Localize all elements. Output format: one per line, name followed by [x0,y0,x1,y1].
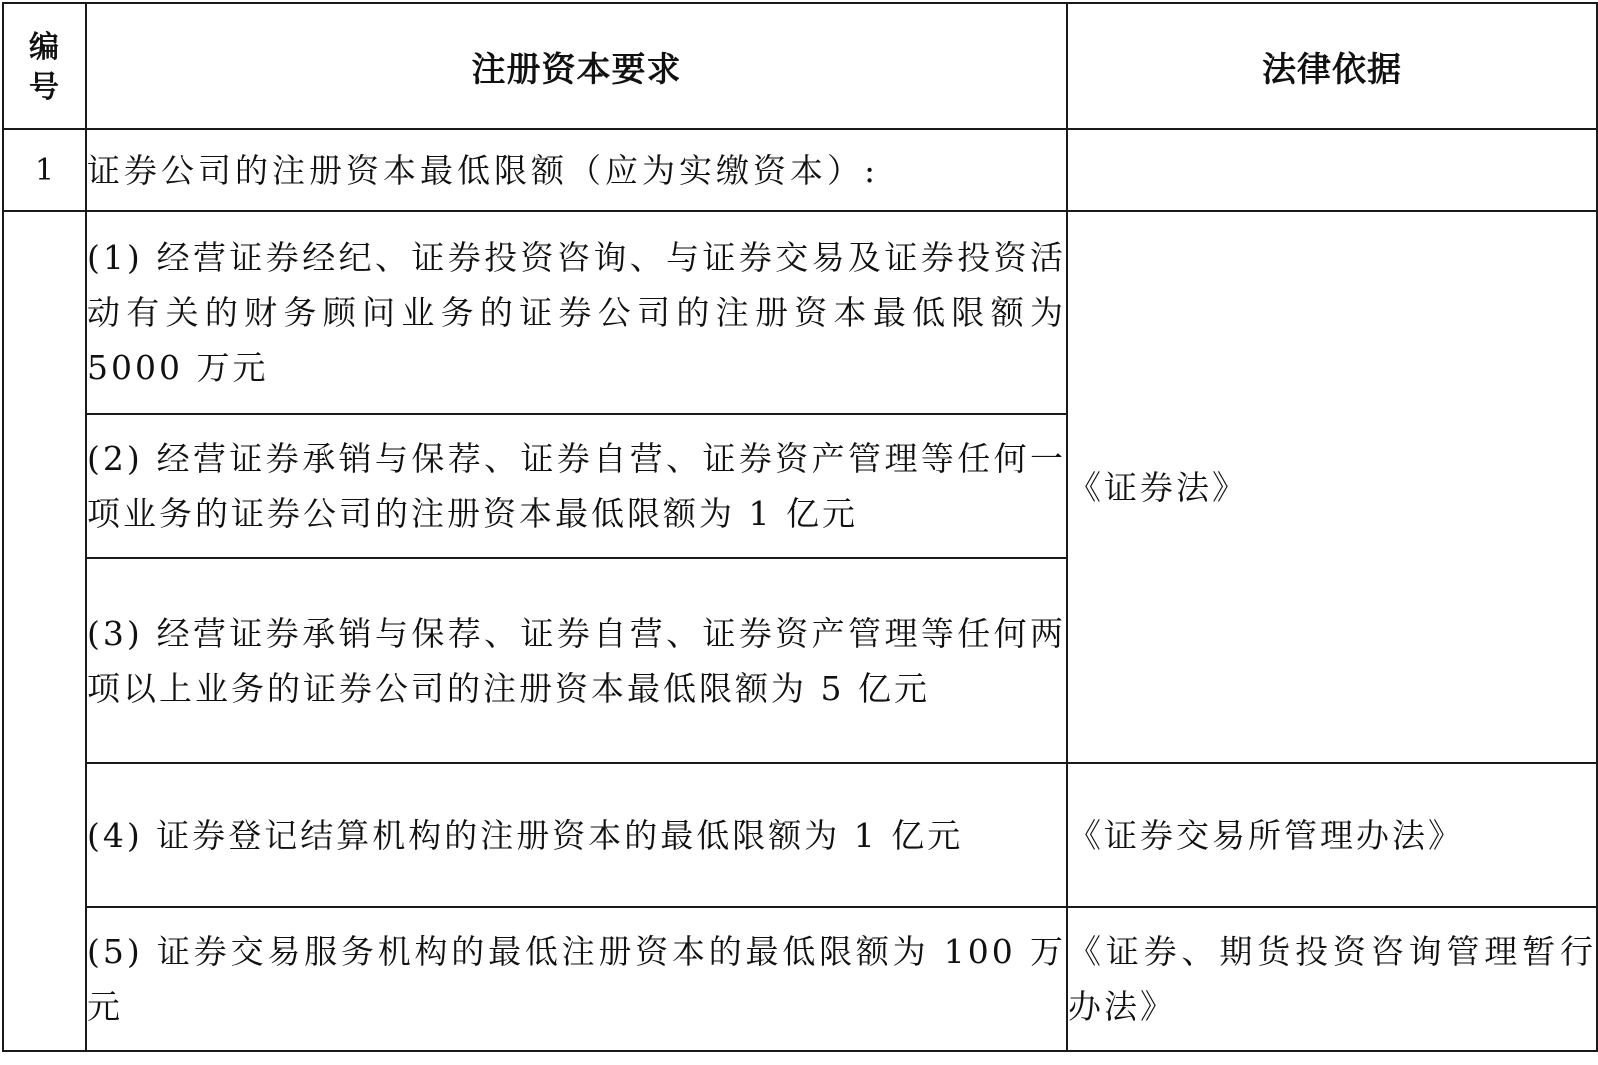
requirement-cell: (5) 证券交易服务机构的最低注册资本的最低限额为 100 万元 [86,907,1067,1051]
capital-requirements-table [2,2,1598,1052]
requirement-cell: (3) 经营证券承销与保荐、证券自营、证券资产管理等任何两项以上业务的证券公司的注册资本最低限额为 5 亿元 [86,558,1067,763]
header-requirement: 注册资本要求 [86,3,1067,129]
requirement-cell: (2) 经营证券承销与保荐、证券自营、证券资产管理等任何一项业务的证券公司的注册资本最低限额为 1 亿元 [86,414,1067,558]
header-number [3,3,86,129]
legal-basis-cell [1067,129,1597,211]
table-row [3,129,1597,211]
header-legal-basis: 法律依据 [1067,3,1597,129]
legal-basis-cell: 《证券、期货投资咨询管理暂行办法》 [1067,907,1597,1051]
requirement-cell: 证券公司的注册资本最低限额（应为实缴资本）: [86,129,1067,211]
legal-basis-cell: 《证券法》 [1067,211,1597,763]
table-row [3,907,1597,1051]
table-header-row [3,3,1597,129]
header-number-char-2: 号 [29,70,60,105]
row-number: 1 [3,129,86,211]
requirement-cell: (1) 经营证券经纪、证券投资咨询、与证券交易及证券投资活动有关的财务顾问业务的证券公司的注册资本最低限额为 5000 万元 [86,211,1067,414]
header-number-char-1: 编 [29,30,60,65]
row-number-empty [3,211,86,1051]
legal-basis-cell: 《证券交易所管理办法》 [1067,763,1597,907]
table-row [3,211,1597,414]
table-row [3,763,1597,907]
requirement-cell: (4) 证券登记结算机构的注册资本的最低限额为 1 亿元 [86,763,1067,907]
